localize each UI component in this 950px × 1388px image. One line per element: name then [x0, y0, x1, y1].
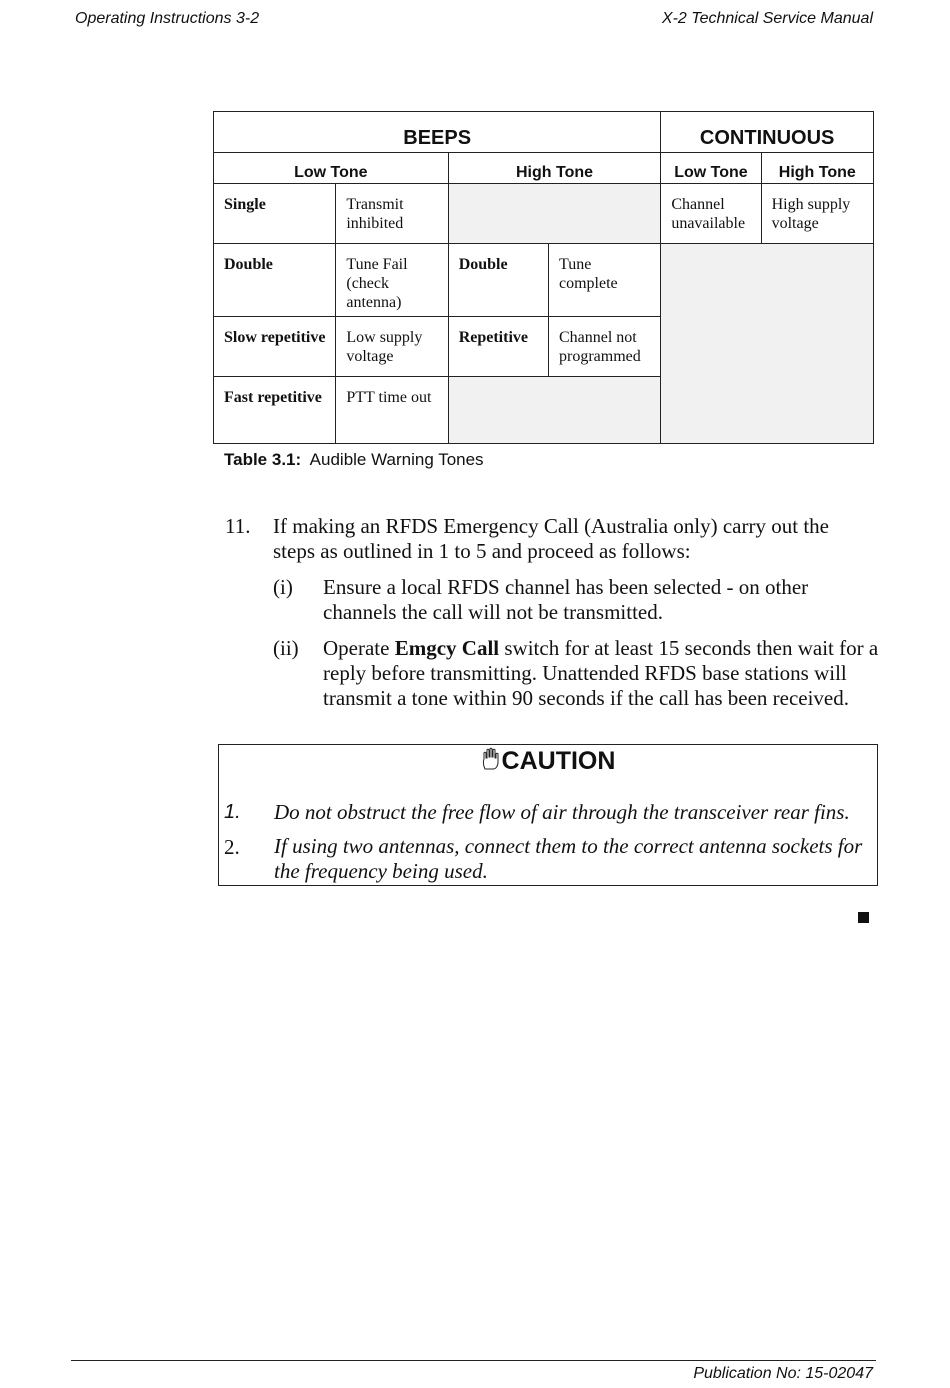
- caution-item-text: Do not obstruct the free flow of air through the transceiver rear fins.: [274, 800, 850, 824]
- footer-divider: [71, 1360, 876, 1361]
- audible-warning-tones-table: [213, 111, 874, 444]
- table-cell-empty: [448, 377, 661, 444]
- caution-heading: [219, 747, 877, 776]
- beeps-high-tone-header: High Tone: [448, 153, 661, 184]
- caution-item-number: 1.: [224, 801, 241, 823]
- table-cell-label: Double: [448, 244, 548, 317]
- publication-number: Publication No: 15-02047: [693, 1365, 873, 1382]
- table-cell-meaning: High supply voltage: [761, 184, 873, 244]
- substep-text-end: switch for at least 15 seconds then wait for a reply before transmitting. Unattended RFDS base stations will transmit a tone within 90 seconds if the call has been received.: [323, 636, 879, 710]
- table-cell-meaning: PTT time out: [336, 377, 448, 444]
- table-cell-meaning: Channel unavailable: [661, 184, 761, 244]
- caution-box: [218, 744, 878, 886]
- table-cell-label: Double: [214, 244, 336, 317]
- continuous-high-tone-header: High Tone: [761, 153, 873, 184]
- page-header-right: X-2 Technical Service Manual: [661, 10, 873, 27]
- table-cell-meaning: Transmit inhibited: [336, 184, 448, 244]
- beeps-low-tone-header: Low Tone: [214, 153, 449, 184]
- table-cell-meaning: Tune complete: [548, 244, 660, 317]
- table-caption: [224, 450, 484, 470]
- emgcy-call-switch-name: Emgcy Call: [394, 636, 500, 660]
- substep-text: Ensure a local RFDS channel has been selected - on other channels the call will not be transmitted.: [323, 575, 809, 624]
- table-cell-meaning: Channel not programmed: [548, 317, 660, 377]
- table-cell-label: Single: [214, 184, 336, 244]
- caution-item-text: If using two antennas, connect them to the correct antenna sockets for the frequency being used.: [274, 834, 863, 883]
- table-cell-label: Slow repetitive: [214, 317, 336, 377]
- continuous-low-tone-header: Low Tone: [661, 153, 761, 184]
- table-cell-empty: [661, 244, 874, 444]
- table-cell-label: Fast repetitive: [214, 377, 336, 444]
- substep-text: [323, 636, 883, 711]
- page-header-left: Operating Instructions 3-2: [75, 10, 260, 27]
- substep-number: (i): [273, 575, 293, 599]
- table-cell-meaning: Low supply voltage: [336, 317, 448, 377]
- beeps-header: BEEPS: [214, 112, 661, 153]
- table-cell-empty: [448, 184, 661, 244]
- step-text: If making an RFDS Emergency Call (Australia only) carry out the steps as outlined in 1 to 5 and proceed as follows:: [273, 514, 829, 563]
- hand-icon: [481, 747, 501, 771]
- table-caption-text: Audible Warning Tones: [309, 450, 484, 469]
- caution-item-number: 2.: [224, 835, 240, 859]
- table-cell-meaning: Tune Fail (check antenna): [336, 244, 448, 317]
- end-of-section-square-icon: [858, 912, 869, 923]
- continuous-header: CONTINUOUS: [661, 112, 874, 153]
- step-number: 11.: [225, 514, 251, 538]
- table-caption-label: Table 3.1:: [224, 450, 302, 469]
- table-cell-label: Repetitive: [448, 317, 548, 377]
- caution-title: CAUTION: [501, 747, 616, 775]
- substep-text-start: Operate: [323, 636, 395, 660]
- substep-number: (ii): [273, 636, 299, 660]
